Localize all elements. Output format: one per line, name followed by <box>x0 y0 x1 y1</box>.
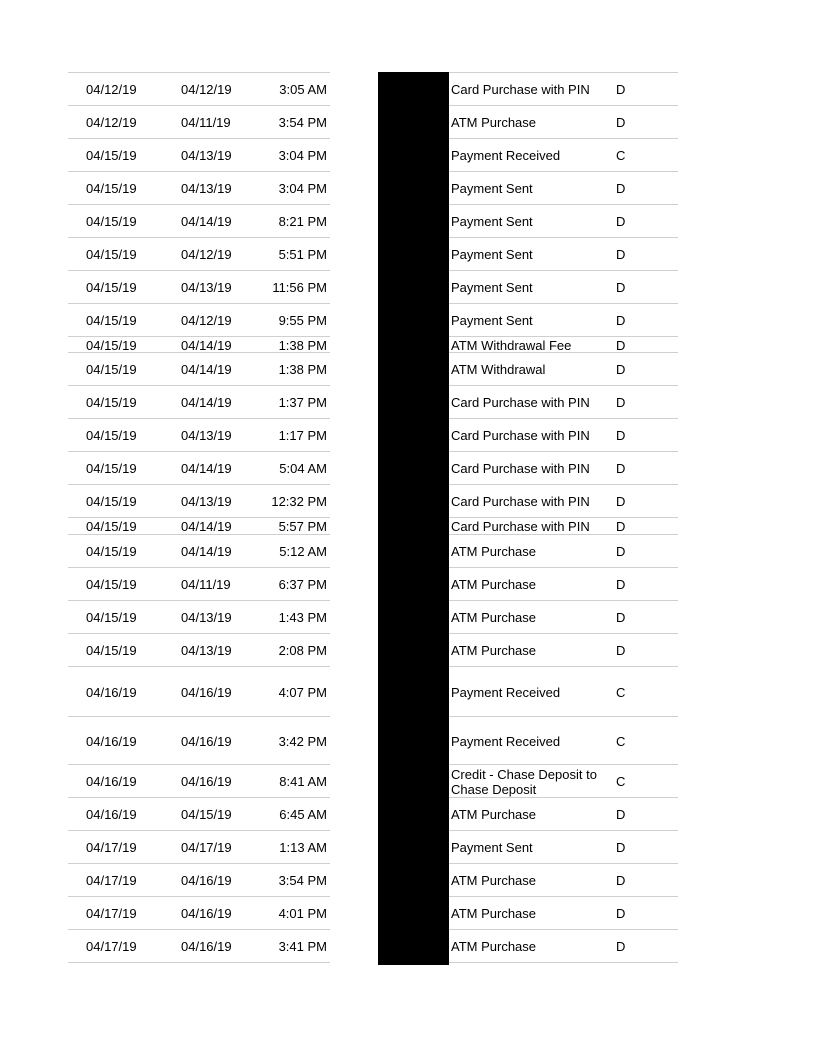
transaction-date: 04/16/19 <box>181 873 232 888</box>
row-rule-left <box>68 105 330 106</box>
row-rule-right <box>449 204 678 205</box>
table-row <box>0 830 816 863</box>
post-date: 04/15/19 <box>86 519 137 534</box>
transaction-time: 3:54 PM <box>278 873 327 888</box>
post-date: 04/15/19 <box>86 148 137 163</box>
transaction-time: 6:37 PM <box>278 577 327 592</box>
transaction-time: 3:04 PM <box>278 181 327 196</box>
table-row <box>0 105 816 138</box>
table-row <box>0 336 816 352</box>
row-rule-left <box>68 484 330 485</box>
bottom-rule-left <box>68 962 330 963</box>
transaction-type: D <box>616 362 626 377</box>
transaction-time: 1:38 PM <box>278 362 327 377</box>
transaction-time: 3:04 PM <box>278 148 327 163</box>
transaction-type: D <box>616 807 626 822</box>
transaction-date: 04/13/19 <box>181 643 232 658</box>
transaction-description: Credit - Chase Deposit to Chase Deposit <box>451 767 597 797</box>
post-date: 04/15/19 <box>86 494 137 509</box>
post-date: 04/15/19 <box>86 643 137 658</box>
post-date: 04/15/19 <box>86 395 137 410</box>
transaction-time: 1:43 PM <box>278 610 327 625</box>
transaction-date: 04/14/19 <box>181 214 232 229</box>
table-row <box>0 484 816 517</box>
transaction-time: 3:54 PM <box>278 115 327 130</box>
transaction-time: 8:41 AM <box>279 774 327 789</box>
transaction-type: D <box>616 395 626 410</box>
transaction-time: 2:08 PM <box>278 643 327 658</box>
row-rule-right <box>449 352 678 353</box>
row-rule-left <box>68 237 330 238</box>
table-row <box>0 303 816 336</box>
row-rule-left <box>68 451 330 452</box>
table-row <box>0 171 816 204</box>
transaction-time: 11:56 PM <box>272 280 327 295</box>
transaction-time: 6:45 AM <box>279 807 327 822</box>
row-rule-left <box>68 929 330 930</box>
table-row <box>0 451 816 484</box>
row-rule-right <box>449 764 678 765</box>
row-rule-right <box>449 929 678 930</box>
row-rule-left <box>68 633 330 634</box>
transaction-description: Payment Sent <box>451 840 533 855</box>
row-rule-right <box>449 451 678 452</box>
table-row <box>0 863 816 896</box>
post-date: 04/15/19 <box>86 577 137 592</box>
transaction-date: 04/13/19 <box>181 610 232 625</box>
table-row <box>0 204 816 237</box>
post-date: 04/17/19 <box>86 939 137 954</box>
transaction-date: 04/13/19 <box>181 280 232 295</box>
transaction-date: 04/11/19 <box>181 115 231 130</box>
row-rule-right <box>449 484 678 485</box>
transaction-date: 04/17/19 <box>181 840 232 855</box>
transaction-date: 04/16/19 <box>181 734 232 749</box>
row-rule-left <box>68 352 330 353</box>
transaction-type: C <box>616 685 626 700</box>
row-rule-right <box>449 171 678 172</box>
row-rule-right <box>449 830 678 831</box>
transaction-description: ATM Purchase <box>451 873 537 888</box>
row-rule-right <box>449 567 678 568</box>
transaction-description: Payment Received <box>451 734 561 749</box>
transaction-time: 9:55 PM <box>278 313 327 328</box>
post-date: 04/16/19 <box>86 734 137 749</box>
row-rule-left <box>68 666 330 667</box>
table-row <box>0 418 816 451</box>
row-rule-right <box>449 666 678 667</box>
transaction-type: D <box>616 643 626 658</box>
transaction-description: Card Purchase with PIN <box>451 494 590 509</box>
table-row <box>0 764 816 797</box>
row-rule-left <box>68 797 330 798</box>
row-rule-left <box>68 716 330 717</box>
row-rule-right <box>449 303 678 304</box>
row-rule-right <box>449 863 678 864</box>
transaction-description: Card Purchase with PIN <box>451 428 590 443</box>
transaction-time: 1:13 AM <box>279 840 327 855</box>
transaction-type: D <box>616 461 626 476</box>
row-rule-left <box>68 764 330 765</box>
post-date: 04/15/19 <box>86 544 137 559</box>
bottom-rule-right <box>449 962 678 963</box>
transaction-time: 5:57 PM <box>278 519 327 534</box>
transaction-date: 04/13/19 <box>181 148 232 163</box>
transaction-type: D <box>616 610 626 625</box>
transaction-time: 1:38 PM <box>278 338 327 353</box>
transaction-description: ATM Purchase <box>451 807 537 822</box>
row-rule-left <box>68 270 330 271</box>
transaction-description: Card Purchase with PIN <box>451 395 590 410</box>
transaction-time: 1:17 PM <box>278 428 327 443</box>
row-rule-right <box>449 600 678 601</box>
post-date: 04/15/19 <box>86 610 137 625</box>
transaction-date: 04/14/19 <box>181 544 232 559</box>
transaction-description: Payment Received <box>451 148 561 163</box>
transaction-type: D <box>616 82 626 97</box>
table-row <box>0 600 816 633</box>
transaction-time: 3:41 PM <box>278 939 327 954</box>
transaction-type: D <box>616 280 626 295</box>
row-rule-left <box>68 863 330 864</box>
transaction-date: 04/16/19 <box>181 939 232 954</box>
table-row <box>0 534 816 567</box>
transaction-date: 04/14/19 <box>181 338 232 353</box>
transaction-date: 04/16/19 <box>181 774 232 789</box>
table-row <box>0 716 816 764</box>
transaction-description: ATM Purchase <box>451 610 537 625</box>
transaction-time: 4:01 PM <box>278 906 327 921</box>
transaction-type: D <box>616 577 626 592</box>
post-date: 04/15/19 <box>86 247 137 262</box>
transaction-description: Card Purchase with PIN <box>451 519 590 534</box>
post-date: 04/15/19 <box>86 181 137 196</box>
row-rule-right <box>449 797 678 798</box>
transaction-description: Card Purchase with PIN <box>451 82 590 97</box>
table-row <box>0 517 816 534</box>
transaction-date: 04/12/19 <box>181 313 232 328</box>
transaction-type: D <box>616 428 626 443</box>
transaction-date: 04/13/19 <box>181 494 232 509</box>
table-row <box>0 237 816 270</box>
row-rule-left <box>68 385 330 386</box>
transaction-date: 04/14/19 <box>181 461 232 476</box>
transaction-description: ATM Withdrawal Fee <box>451 338 572 353</box>
row-rule-left <box>68 600 330 601</box>
transaction-date: 04/14/19 <box>181 362 232 377</box>
row-rule-left <box>68 138 330 139</box>
table-row <box>0 567 816 600</box>
transaction-type: D <box>616 214 626 229</box>
transaction-date: 04/11/19 <box>181 577 231 592</box>
row-rule-right <box>449 716 678 717</box>
post-date: 04/16/19 <box>86 774 137 789</box>
transaction-time: 1:37 PM <box>278 395 327 410</box>
transaction-time: 5:12 AM <box>279 544 327 559</box>
transaction-description: ATM Purchase <box>451 577 537 592</box>
transaction-type: D <box>616 338 626 353</box>
post-date: 04/15/19 <box>86 214 137 229</box>
transaction-type: D <box>616 873 626 888</box>
row-rule-right <box>449 237 678 238</box>
table-row <box>0 929 816 962</box>
transaction-time: 8:21 PM <box>278 214 327 229</box>
row-rule-left <box>68 896 330 897</box>
post-date: 04/17/19 <box>86 840 137 855</box>
transaction-description: Payment Sent <box>451 313 533 328</box>
post-date: 04/12/19 <box>86 115 137 130</box>
post-date: 04/16/19 <box>86 807 137 822</box>
row-rule-right <box>449 105 678 106</box>
row-rule-right <box>449 633 678 634</box>
table-row <box>0 896 816 929</box>
post-date: 04/15/19 <box>86 313 137 328</box>
transaction-description: Payment Received <box>451 685 561 700</box>
transaction-description: Card Purchase with PIN <box>451 461 590 476</box>
transaction-type: D <box>616 115 626 130</box>
row-rule-right <box>449 72 678 73</box>
table-row <box>0 270 816 303</box>
row-rule-right <box>449 418 678 419</box>
row-rule-right <box>449 534 678 535</box>
transaction-type: C <box>616 734 626 749</box>
table-row <box>0 72 816 105</box>
transaction-description: Payment Sent <box>451 214 533 229</box>
transaction-description: ATM Withdrawal <box>451 362 546 377</box>
post-date: 04/16/19 <box>86 685 137 700</box>
post-date: 04/15/19 <box>86 362 137 377</box>
row-rule-right <box>449 138 678 139</box>
post-date: 04/17/19 <box>86 906 137 921</box>
table-row <box>0 666 816 716</box>
table-row <box>0 138 816 171</box>
transaction-type: D <box>616 840 626 855</box>
post-date: 04/12/19 <box>86 82 137 97</box>
table-row <box>0 633 816 666</box>
row-rule-right <box>449 336 678 337</box>
transaction-type: C <box>616 774 626 789</box>
transaction-date: 04/14/19 <box>181 519 232 534</box>
transaction-date: 04/13/19 <box>181 181 232 196</box>
transaction-description: ATM Purchase <box>451 939 537 954</box>
table-row <box>0 797 816 830</box>
transaction-description: Payment Sent <box>451 181 533 196</box>
transaction-date: 04/16/19 <box>181 906 232 921</box>
post-date: 04/15/19 <box>86 280 137 295</box>
row-rule-right <box>449 385 678 386</box>
row-rule-right <box>449 517 678 518</box>
post-date: 04/15/19 <box>86 428 137 443</box>
transaction-time: 3:42 PM <box>278 734 327 749</box>
row-rule-left <box>68 534 330 535</box>
post-date: 04/17/19 <box>86 873 137 888</box>
transaction-time: 5:04 AM <box>279 461 327 476</box>
transaction-date: 04/12/19 <box>181 247 232 262</box>
post-date: 04/15/19 <box>86 461 137 476</box>
row-rule-left <box>68 72 330 73</box>
transaction-description: ATM Purchase <box>451 643 537 658</box>
transaction-time: 12:32 PM <box>271 494 327 509</box>
transaction-description: ATM Purchase <box>451 906 537 921</box>
transaction-date: 04/15/19 <box>181 807 232 822</box>
transaction-time: 4:07 PM <box>278 685 327 700</box>
row-rule-left <box>68 204 330 205</box>
row-rule-left <box>68 418 330 419</box>
transaction-date: 04/12/19 <box>181 82 232 97</box>
transaction-type: D <box>616 544 626 559</box>
transaction-type: C <box>616 148 626 163</box>
transaction-time: 5:51 PM <box>278 247 327 262</box>
row-rule-left <box>68 517 330 518</box>
transaction-description: ATM Purchase <box>451 115 537 130</box>
transaction-type: D <box>616 939 626 954</box>
row-rule-left <box>68 336 330 337</box>
transaction-date: 04/13/19 <box>181 428 232 443</box>
transaction-date: 04/16/19 <box>181 685 232 700</box>
transaction-type: D <box>616 519 626 534</box>
post-date: 04/15/19 <box>86 338 137 353</box>
transaction-type: D <box>616 494 626 509</box>
transaction-type: D <box>616 247 626 262</box>
row-rule-right <box>449 270 678 271</box>
row-rule-left <box>68 567 330 568</box>
row-rule-right <box>449 896 678 897</box>
transaction-description: Payment Sent <box>451 247 533 262</box>
table-row <box>0 352 816 385</box>
transaction-time: 3:05 AM <box>279 82 327 97</box>
row-rule-left <box>68 171 330 172</box>
table-row <box>0 385 816 418</box>
transaction-date: 04/14/19 <box>181 395 232 410</box>
transaction-description: Payment Sent <box>451 280 533 295</box>
transaction-type: D <box>616 906 626 921</box>
transaction-type: D <box>616 313 626 328</box>
row-rule-left <box>68 303 330 304</box>
transaction-type: D <box>616 181 626 196</box>
transaction-description: ATM Purchase <box>451 544 537 559</box>
row-rule-left <box>68 830 330 831</box>
